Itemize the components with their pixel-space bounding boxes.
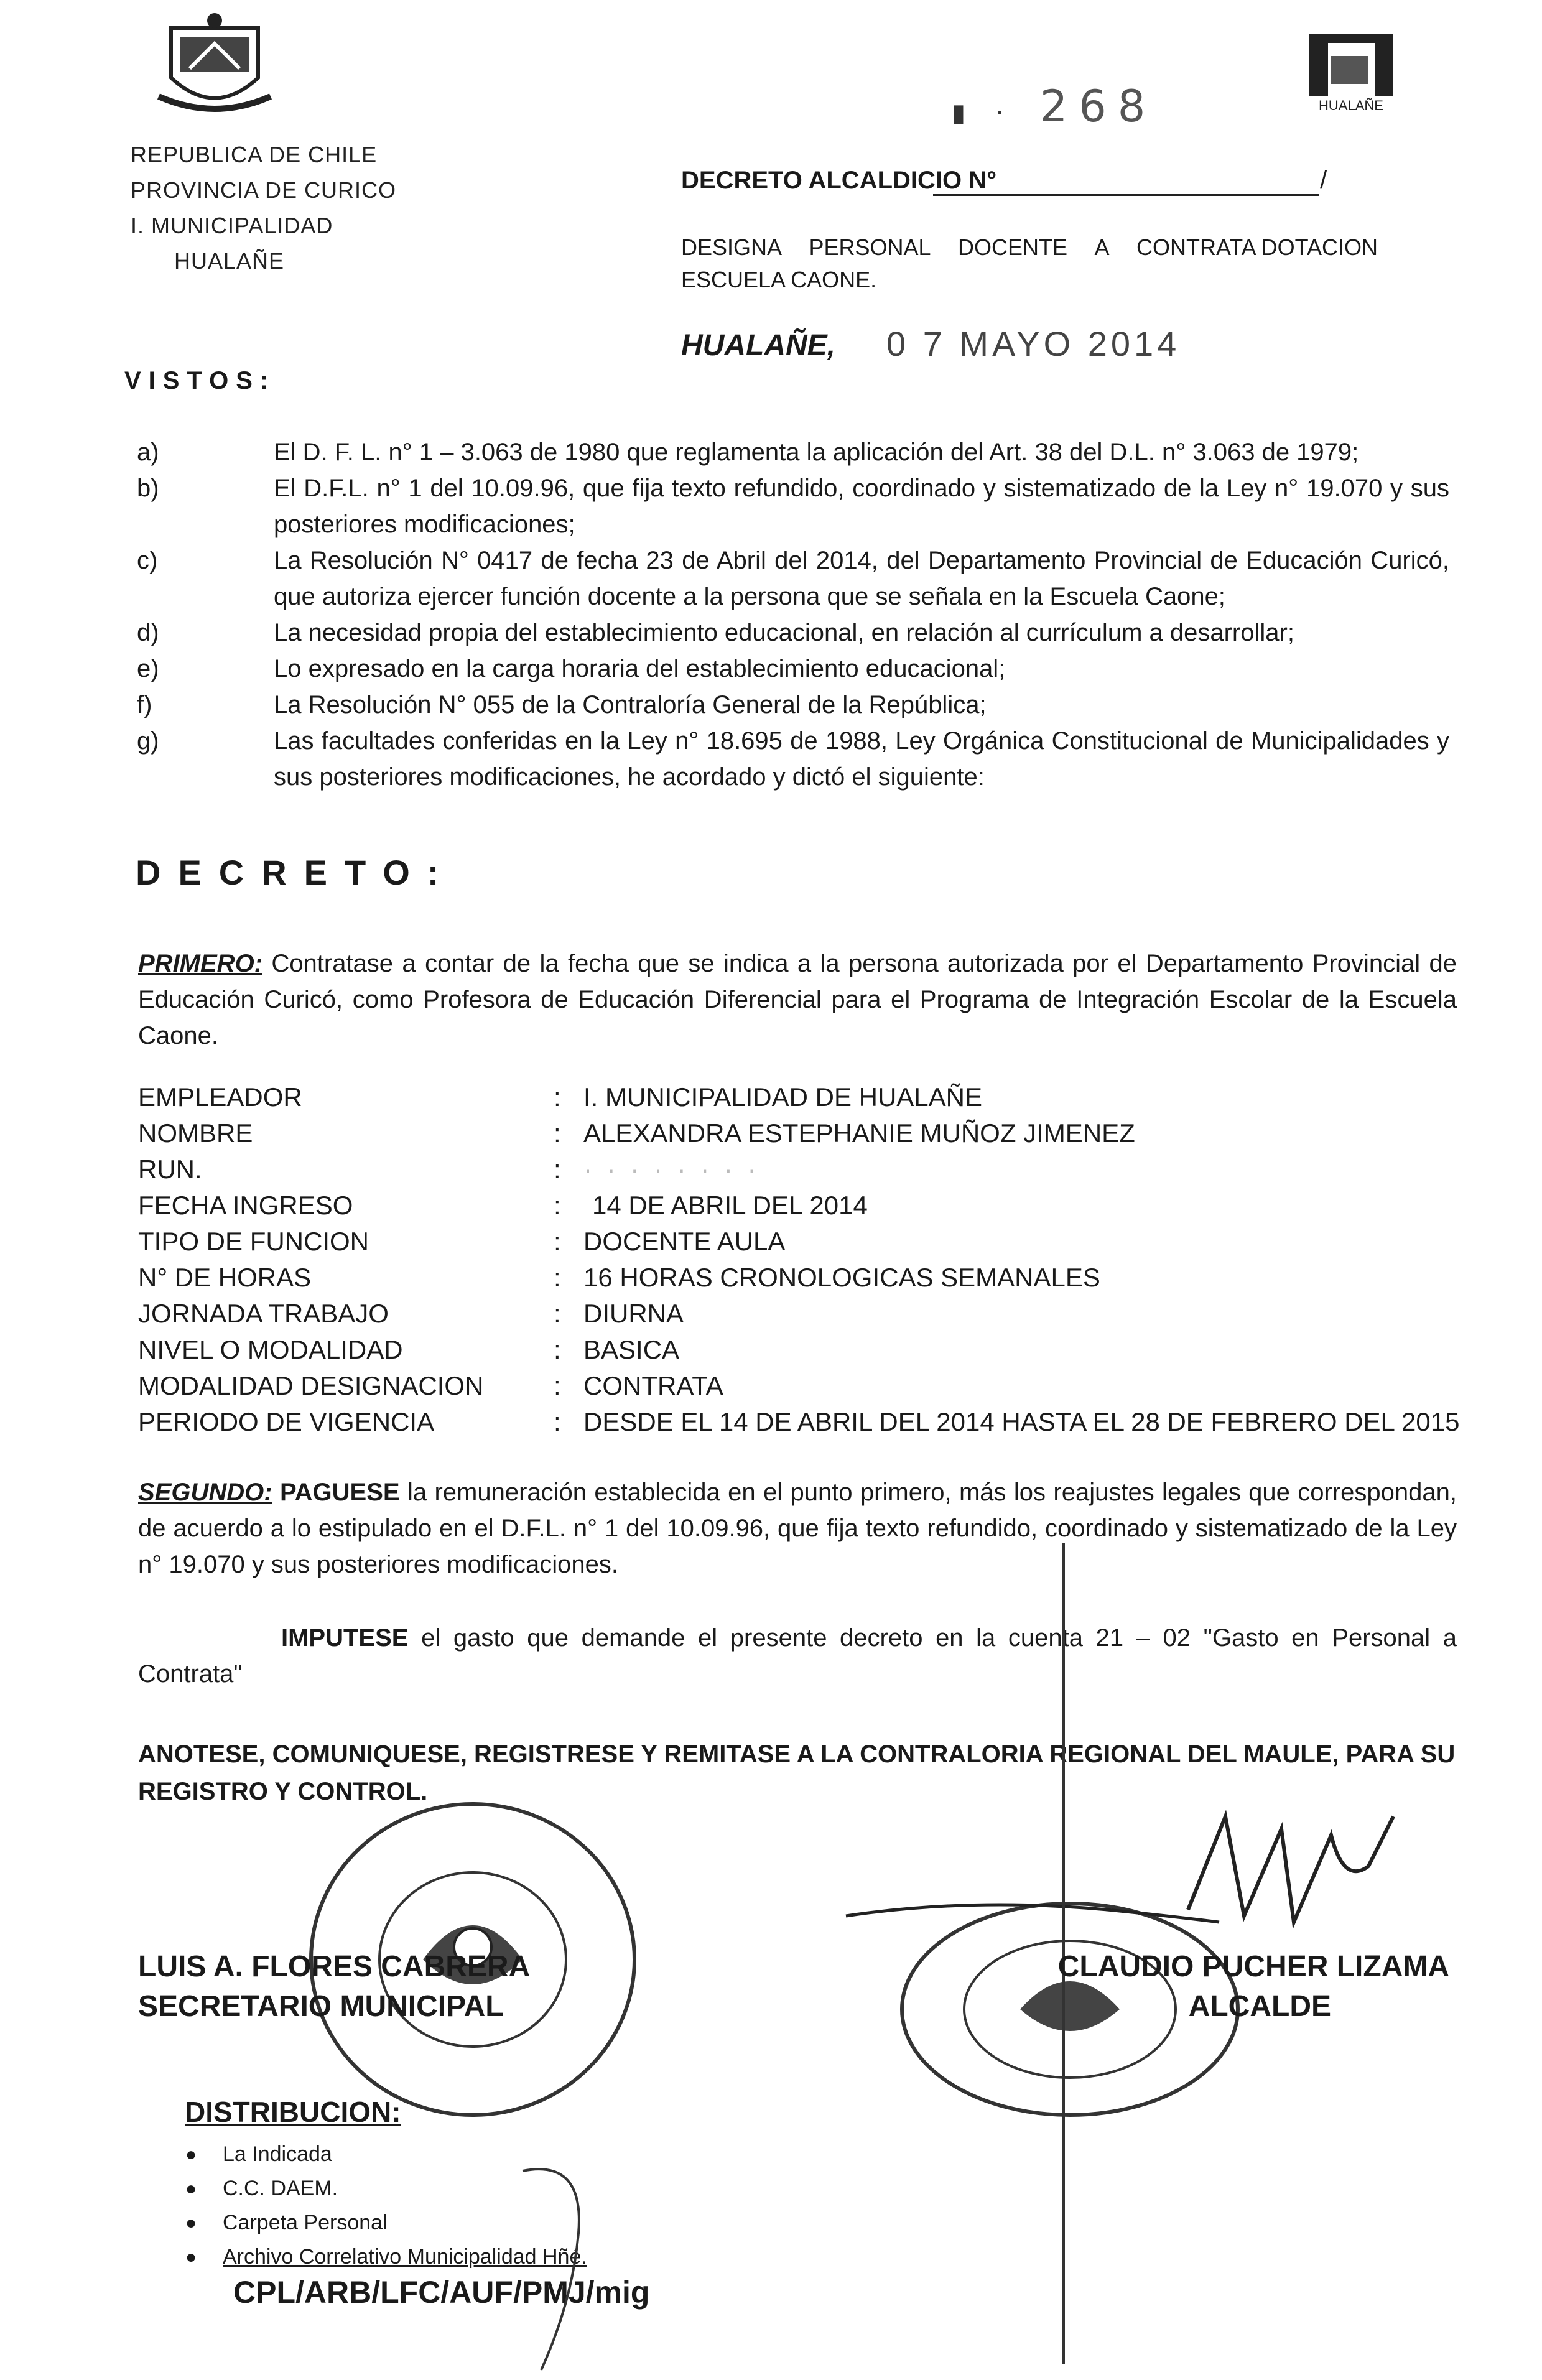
- field-row: [138, 1224, 1459, 1260]
- field-colon: :: [554, 1082, 561, 1112]
- field-row: [138, 1332, 1459, 1368]
- field-row: [138, 1260, 1459, 1296]
- vistos-item-label: f): [137, 691, 152, 718]
- field-colon: :: [554, 1407, 561, 1436]
- vistos-item-text: La necesidad propia del establecimiento educacional, en relación al currículum a desarrollar;: [274, 619, 1294, 646]
- vistos-heading: VISTOS:: [124, 367, 276, 394]
- field-key: FECHA INGRESO: [138, 1191, 353, 1220]
- mayor-signature: [846, 1792, 1406, 1953]
- field-row: [138, 1404, 1459, 1440]
- field-row: [138, 1188, 1459, 1224]
- mayor-name: CLAUDIO PUCHER LIZAMA: [1057, 1950, 1449, 1983]
- subject-word-5: CONTRATA DOTACION: [1136, 235, 1378, 260]
- date-stamp: 0 7 MAYO 2014: [886, 324, 1181, 363]
- mayor-signature-block: [964, 1947, 1449, 2027]
- decree-number-line: [933, 194, 1319, 196]
- field-row: [138, 1115, 1459, 1151]
- field-value: CONTRATA: [583, 1371, 723, 1400]
- segundo-label: SEGUNDO:: [138, 1479, 272, 1506]
- impute-paragraph: [138, 1620, 1457, 1692]
- field-row: [138, 1296, 1459, 1332]
- field-colon: :: [554, 1371, 561, 1400]
- subject-word-3: DOCENTE: [958, 235, 1068, 260]
- distribution-title: DISTRIBUCION:: [185, 2096, 401, 2128]
- impute-text: el gasto que demande el presente decreto en la cuenta 21 – 02 "Gasto en Personal a Contrata": [138, 1624, 1457, 1688]
- field-key: TIPO DE FUNCION: [138, 1227, 369, 1256]
- decree-number: 268: [1039, 81, 1157, 132]
- bullet-icon: ●: [185, 2144, 197, 2165]
- vistos-item-text: La Resolución N° 055 de la Contraloría General de la República;: [274, 691, 987, 718]
- field-key: NOMBRE: [138, 1118, 253, 1148]
- primero-text: Contratase a contar de la fecha que se indica a la persona autorizada por el Departamento Provincial de Educación Curicó, como Profesora de Educación Diferencial para el Programa de Integración Escolar de la Escuela Caone.: [138, 950, 1457, 1049]
- vistos-item-label: g): [137, 727, 159, 755]
- decree-title: DECRETO ALCALDICIO N°: [681, 167, 997, 194]
- subject-word-1: DESIGNA: [681, 235, 783, 260]
- initials-signature: [485, 2159, 622, 2376]
- vistos-item: [137, 470, 1449, 542]
- header-line-province: PROVINCIA DE CURICO: [131, 177, 397, 203]
- distribution-item-text: Archivo Correlativo Municipalidad Hñé.: [223, 2245, 587, 2269]
- logo-text: HUALAÑE: [1319, 98, 1383, 113]
- field-colon: :: [554, 1263, 561, 1292]
- header-line-municipality: I. MUNICIPALIDAD: [131, 213, 333, 238]
- secretary-name: LUIS A. FLORES CABRERA: [138, 1950, 531, 1983]
- field-value: I. MUNICIPALIDAD DE HUALAÑE: [583, 1082, 983, 1112]
- segundo-paragraph: [138, 1474, 1457, 1583]
- field-colon: :: [554, 1335, 561, 1364]
- header-institution-block: [131, 137, 396, 279]
- secretary-signature-block: [138, 1947, 530, 2027]
- field-value: BASICA: [583, 1335, 680, 1364]
- field-value-redacted: · · · · · · · ·: [583, 1155, 760, 1184]
- impute-bold: IMPUTESE: [281, 1624, 409, 1652]
- decree-subject: [681, 231, 1378, 296]
- field-colon: :: [554, 1191, 561, 1220]
- vistos-item: [137, 687, 1449, 723]
- vistos-item-label: a): [137, 439, 159, 466]
- header-line-city: HUALAÑE: [174, 248, 285, 274]
- vistos-item-text: La Resolución N° 0417 de fecha 23 de Abril del 2014, del Departamento Provincial de Educación Curicó, que autoriza ejercer función docente a la persona que se señala en la Escuela Caone;: [274, 547, 1449, 610]
- segundo-text: la remuneración establecida en el punto primero, más los reajustes legales que correspondan, de acuerdo a lo estipulado en el D.F.L. n° 1 del 10.09.96, que fija texto refundido, coordinado y sistematizado de la Ley n° 19.070 y sus posteriores modificaciones.: [138, 1479, 1457, 1578]
- decree-title-slash: /: [1320, 167, 1327, 194]
- bullet-icon: ●: [185, 2213, 197, 2233]
- vistos-item-label: d): [137, 619, 159, 646]
- field-colon: :: [554, 1155, 561, 1184]
- field-colon: :: [554, 1118, 561, 1148]
- vistos-item-text: Lo expresado en la carga horaria del establecimiento educacional;: [274, 655, 1006, 682]
- vistos-item-label: b): [137, 475, 159, 502]
- distribution-item-text: La Indicada: [223, 2142, 332, 2166]
- bullet-icon: ●: [185, 2247, 197, 2267]
- field-key: JORNADA TRABAJO: [138, 1299, 389, 1328]
- subject-word-4: A: [1094, 235, 1110, 260]
- municipal-crest-logo: [152, 9, 277, 121]
- decree-place: HUALAÑE,: [681, 329, 835, 362]
- field-key: PERIODO DE VIGENCIA: [138, 1407, 435, 1436]
- subject-word-2: PERSONAL: [809, 235, 931, 260]
- field-value: ALEXANDRA ESTEPHANIE MUÑOZ JIMENEZ: [583, 1118, 1135, 1148]
- employee-fields: [138, 1079, 1459, 1440]
- field-key: EMPLEADOR: [138, 1082, 302, 1112]
- secretary-title: SECRETARIO MUNICIPAL: [138, 1990, 504, 2023]
- vistos-item: [137, 615, 1449, 651]
- field-key: NIVEL O MODALIDAD: [138, 1335, 403, 1364]
- vistos-item: [137, 542, 1449, 615]
- field-row: [138, 1079, 1459, 1115]
- field-colon: :: [554, 1299, 561, 1328]
- primero-label: PRIMERO:: [138, 950, 262, 977]
- field-row: [138, 1368, 1459, 1404]
- field-value: 16 HORAS CRONOLOGICAS SEMANALES: [583, 1263, 1100, 1292]
- decreto-heading: DECRETO:: [136, 853, 457, 892]
- field-value: 14 DE ABRIL DEL 2014: [592, 1191, 868, 1220]
- vistos-item: [137, 723, 1449, 795]
- vistos-list: [137, 434, 1449, 795]
- vistos-item-label: c): [137, 547, 158, 574]
- decree-number-stamp: ▮ · 268: [952, 81, 1157, 132]
- field-row: [138, 1151, 1459, 1188]
- subject-line-2: ESCUELA CAONE.: [681, 267, 877, 292]
- field-value: DOCENTE AULA: [583, 1227, 786, 1256]
- vistos-item: [137, 434, 1449, 470]
- hualane-logo: [1300, 28, 1403, 121]
- field-key: N° DE HORAS: [138, 1263, 312, 1292]
- field-value: DESDE EL 14 DE ABRIL DEL 2014 HASTA EL 28 DE FEBRERO DEL 2015: [583, 1407, 1460, 1436]
- vistos-item-text: Las facultades conferidas en la Ley n° 18.695 de 1988, Ley Orgánica Constitucional de Municipalidades y sus posteriores modificaciones, he acordado y dictó el siguiente:: [274, 727, 1449, 791]
- vistos-item-text: El D. F. L. n° 1 – 3.063 de 1980 que reglamenta la aplicación del Art. 38 del D.L. n° 3.063 de 1979;: [274, 439, 1359, 466]
- vistos-item-text: El D.F.L. n° 1 del 10.09.96, que fija texto refundido, coordinado y sistematizado de la Ley n° 19.070 y sus posteriores modificaciones;: [274, 475, 1449, 538]
- field-value: DIURNA: [583, 1299, 684, 1328]
- field-key: RUN.: [138, 1155, 202, 1184]
- distribution-item-text: C.C. DAEM.: [223, 2177, 338, 2200]
- header-line-country: REPUBLICA DE CHILE: [131, 142, 378, 167]
- vistos-item-label: e): [137, 655, 159, 682]
- bullet-icon: ●: [185, 2178, 197, 2199]
- field-key: MODALIDAD DESIGNACION: [138, 1371, 484, 1400]
- distribution-item-text: Carpeta Personal: [223, 2211, 388, 2234]
- drafting-initials: CPL/ARB/LFC/AUF/PMJ/mig: [233, 2275, 650, 2310]
- field-colon: :: [554, 1227, 561, 1256]
- primero-paragraph: [138, 946, 1457, 1054]
- mayor-title: ALCALDE: [1188, 1990, 1331, 2023]
- segundo-bold: PAGUESE: [279, 1479, 400, 1506]
- vistos-item: [137, 651, 1449, 687]
- anotese-paragraph: ANOTESE, COMUNIQUESE, REGISTRESE Y REMITASE A LA CONTRALORIA REGIONAL DEL MAULE, PARA SU REGISTRO Y CONTROL.: [138, 1741, 1456, 1805]
